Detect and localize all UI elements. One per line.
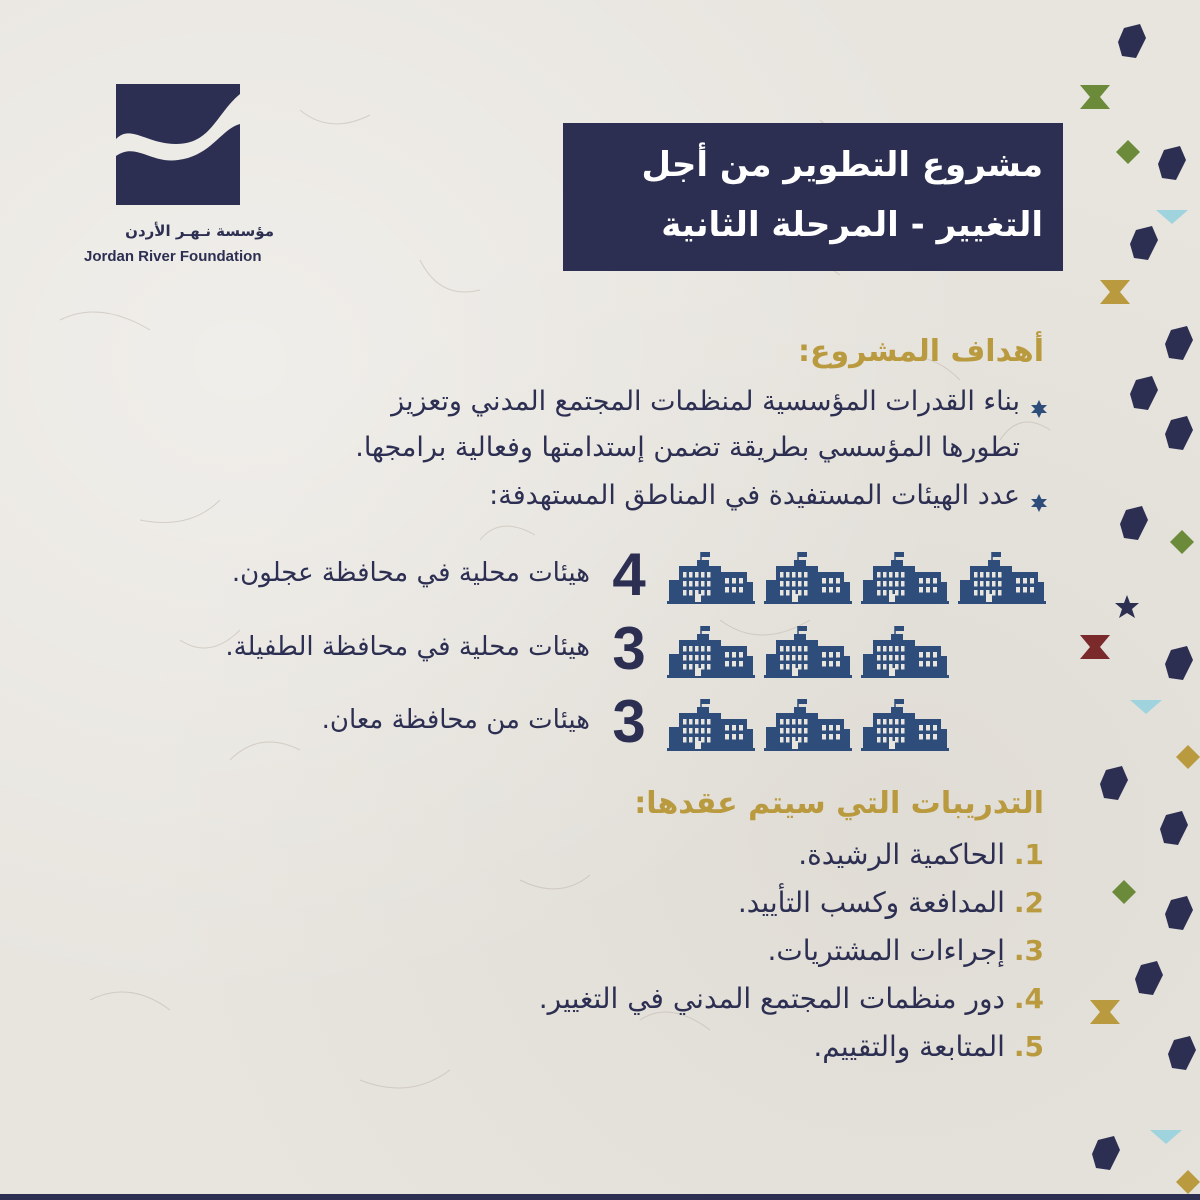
goals-heading: أهداف المشروع: [798, 334, 1044, 369]
building-icon [764, 552, 852, 604]
title-line-1: مشروع التطوير من أجل [641, 145, 1043, 185]
building-icon [861, 699, 949, 751]
training-text: المتابعة والتقييم. [813, 1030, 1005, 1063]
pattern-shape [1150, 1130, 1182, 1144]
training-item: 5. المتابعة والتقييم. [813, 1030, 1044, 1063]
pattern-shape [1156, 210, 1188, 224]
goal-2-line-1: عدد الهيئات المستفيدة في المناطق المستهدفة: [489, 480, 1020, 511]
training-item: 4. دور منظمات المجتمع المدني في التغيير. [538, 982, 1044, 1015]
river-logo-icon [116, 84, 240, 205]
star-bullet-icon [1030, 400, 1048, 418]
logo-name-arabic: مؤسسة نـهـر الأردن [125, 222, 274, 240]
building-icon [861, 552, 949, 604]
building-icon [861, 626, 949, 678]
training-text: الحاكمية الرشيدة. [798, 838, 1005, 871]
training-number: 4 [1024, 982, 1044, 1015]
bottom-bar [0, 1194, 1200, 1200]
pattern-shape [1165, 326, 1193, 360]
pattern-shape [1100, 766, 1128, 800]
training-number: 2 [1024, 886, 1044, 919]
pattern-shape [1130, 226, 1158, 260]
goal-1-line-1: بناء القدرات المؤسسية لمنظمات المجتمع المدني وتعزيز [391, 386, 1020, 417]
entity-count: 4 [612, 541, 646, 608]
building-icon [958, 552, 1046, 604]
building-icon [764, 626, 852, 678]
pattern-shape [1080, 85, 1110, 109]
goal-1-line-2: تطورها المؤسسي بطريقة تضمن إستدامتها وفعالية برامجها. [355, 432, 1020, 463]
pattern-shape [1130, 376, 1158, 410]
title-box [563, 123, 1063, 271]
entity-label: هيئات من محافظة معان. [321, 705, 590, 735]
building-icon [667, 552, 755, 604]
training-text: دور منظمات المجتمع المدني في التغيير. [538, 982, 1005, 1015]
trainings-heading: التدريبات التي سيتم عقدها: [634, 786, 1044, 821]
entity-row-maan [0, 688, 1200, 755]
pattern-shape [1100, 280, 1130, 304]
entity-count: 3 [612, 688, 646, 755]
building-icon [667, 699, 755, 751]
pattern-shape [1118, 24, 1146, 58]
pattern-shape [1135, 961, 1163, 995]
entity-row-tafileh [0, 615, 1200, 682]
building-icon [667, 626, 755, 678]
training-text: المدافعة وكسب التأييد. [737, 886, 1005, 919]
pattern-shape [1090, 1000, 1120, 1024]
pattern-shape [1120, 506, 1148, 540]
pattern-shape [1176, 1170, 1200, 1194]
training-item: 1. الحاكمية الرشيدة. [798, 838, 1044, 871]
training-number: 1 [1024, 838, 1044, 871]
training-text: إجراءات المشتريات. [767, 934, 1005, 967]
entity-label: هيئات محلية في محافظة عجلون. [231, 558, 590, 588]
training-number: 5 [1024, 1030, 1044, 1063]
pattern-shape [1112, 880, 1136, 904]
training-item: 2. المدافعة وكسب التأييد. [737, 886, 1044, 919]
pattern-shape [1165, 416, 1193, 450]
entity-count: 3 [612, 615, 646, 682]
pattern-shape [1158, 146, 1186, 180]
entity-row-ajloun [0, 541, 1200, 608]
pattern-shape [1160, 811, 1188, 845]
training-item: 3. إجراءات المشتريات. [767, 934, 1044, 967]
entity-label: هيئات محلية في محافظة الطفيلة. [225, 632, 590, 662]
star-bullet-icon [1030, 494, 1048, 512]
title-line-2: التغيير - المرحلة الثانية [661, 205, 1043, 245]
pattern-shape [1116, 140, 1140, 164]
training-number: 3 [1024, 934, 1044, 967]
building-icon [764, 699, 852, 751]
logo-name-english: Jordan River Foundation [84, 248, 262, 265]
pattern-shape [1092, 1136, 1120, 1170]
pattern-shape [1165, 896, 1193, 930]
pattern-shape [1168, 1036, 1196, 1070]
